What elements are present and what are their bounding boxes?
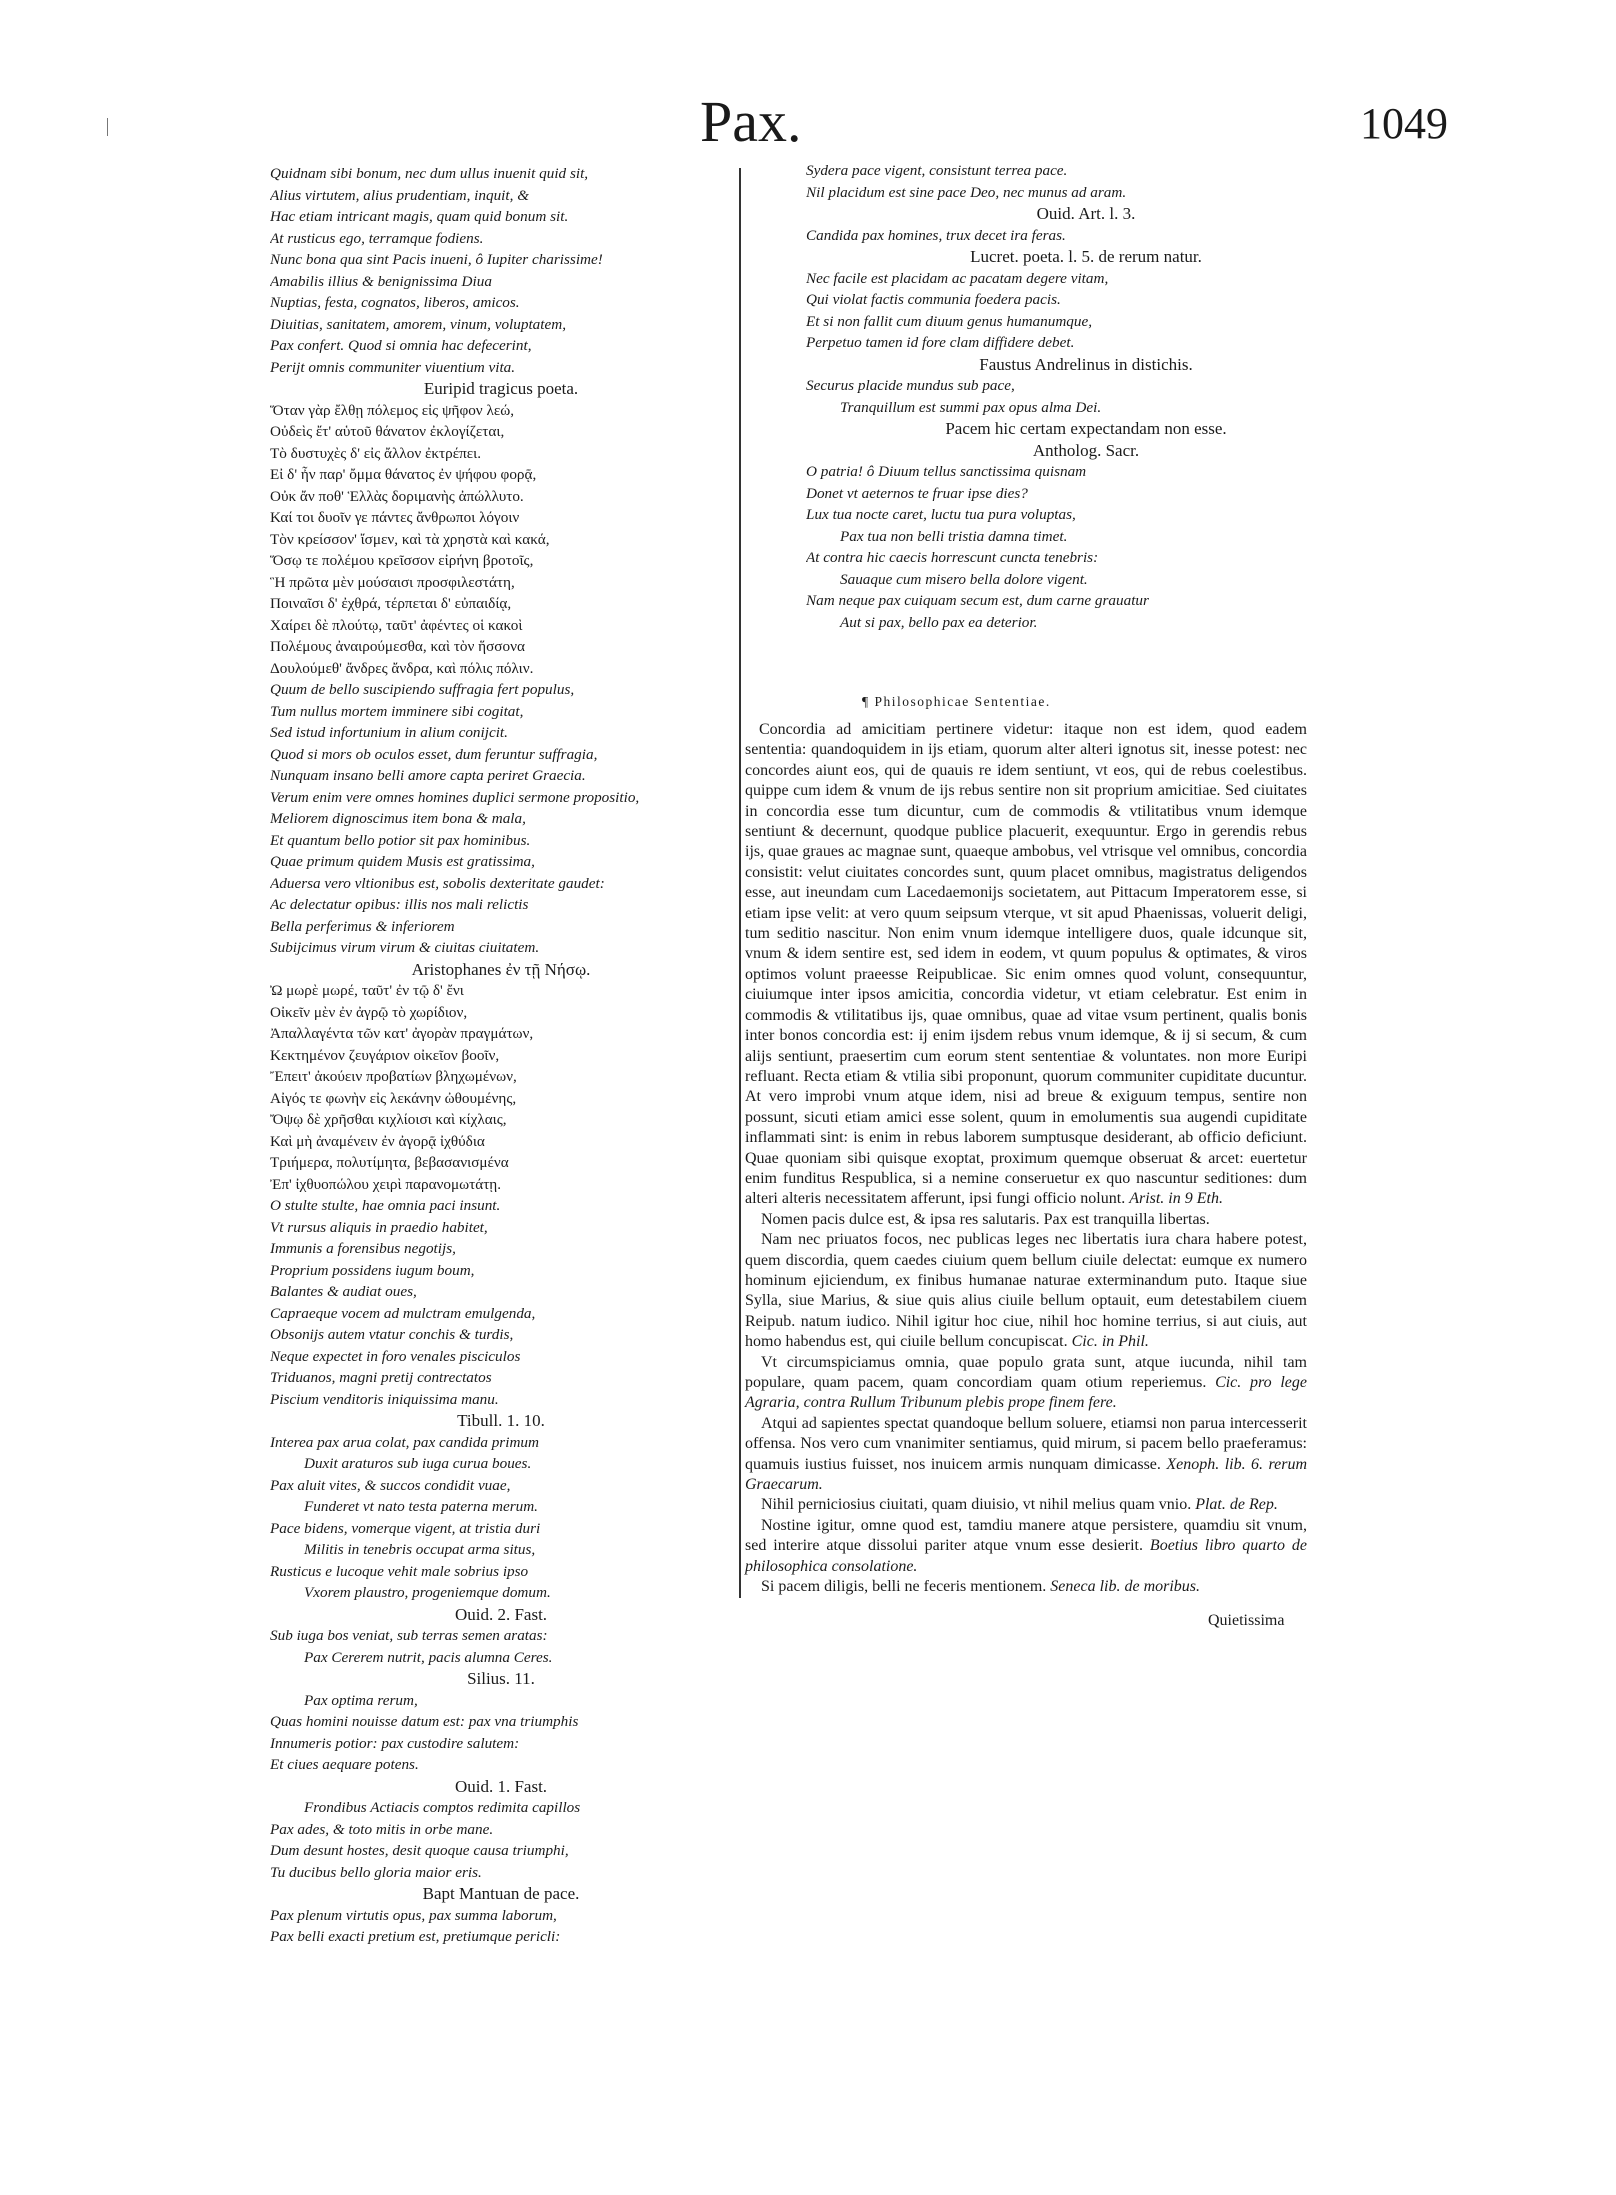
verse-line: Duxit araturos sub iuga curua boues.	[304, 1455, 532, 1472]
page-number: 1049	[1360, 99, 1448, 148]
greek-verse-line: Εἰ δ' ἦν παρ' ὄμμα θάνατος ἐν ψήφου φορᾷ,	[270, 466, 537, 483]
right-column-prose	[745, 720, 1307, 1597]
verse-line: Dum desunt hostes, desit quoque causa triumphi,	[270, 1842, 569, 1859]
verse-line: Tranquillum est summi pax opus alma Dei.	[840, 398, 1102, 416]
verse-line: Pax Cererem nutrit, pacis alumna Ceres.	[304, 1648, 553, 1666]
greek-verse-line: Κεκτημένον ζευγάριον οἰκεῖον βοοῖν,	[270, 1046, 500, 1064]
verse-line: Bella perferimus & inferiorem	[270, 917, 455, 935]
verse-line: Tum nullus mortem imminere sibi cogitat,	[270, 702, 524, 720]
prose-paragraph	[745, 1414, 1307, 1496]
verse-line: Perijt omnis communiter viuentium vita.	[270, 358, 516, 376]
verse-line: Pax optima rerum,	[304, 1691, 418, 1709]
prose-paragraph	[745, 1353, 1307, 1414]
verse-line: Obsonijs autem vtatur conchis & turdis,	[270, 1326, 514, 1343]
greek-verse-line: Ὄψῳ δὲ χρῆσθαι κιχλίοισι καὶ κίχλαις,	[270, 1111, 507, 1128]
verse-line: Pax confert. Quod si omnia hac defecerint,	[270, 337, 532, 354]
author-heading: Ouid. 2. Fast.	[454, 1604, 548, 1624]
greek-verse-line: Οὐδεὶς ἔτ' αὑτοῦ θάνατον ἐκλογίζεται,	[270, 423, 505, 440]
verse-line: Nam neque pax cuiquam secum est, dum carne grauatur	[806, 592, 1149, 609]
citation: Arist. in 9 Eth.	[1129, 1190, 1223, 1208]
author-heading: Euripid tragicus poeta.	[423, 379, 579, 398]
verse-line: O patria! ô Diuum tellus sanctissima quisnam	[806, 463, 1087, 480]
author-heading: Ouid. 1. Fast.	[454, 1776, 548, 1796]
prose-paragraph	[745, 1495, 1307, 1515]
greek-verse-line: Ὅταν γὰρ ἔλθῃ πόλεμος εἰς ψῆφον λεώ,	[270, 401, 515, 419]
verse-line: Diuitias, sanitatem, amorem, vinum, voluptatem,	[270, 315, 566, 333]
right-column-verse	[806, 160, 1366, 633]
verse-line: Qui violat factis communia foedera pacis.	[806, 291, 1061, 308]
verse-line: Proprium possidens iugum boum,	[270, 1261, 475, 1279]
citation: Plat. de Rep.	[1195, 1496, 1278, 1514]
verse-line: Triduanos, magni pretij contrectatos	[270, 1369, 492, 1386]
greek-verse-line: Ὠ μωρὲ μωρέ, ταῦτ' ἐν τῷ δ' ἔνι	[270, 982, 464, 999]
verse-line: At rusticus ego, terramque fodiens.	[270, 229, 484, 247]
author-heading: Tibull. 1. 10.	[457, 1411, 545, 1430]
paragraph-text: Nam nec priuatos focos, nec publicas leges nec libertatis iura chara habere potest, quem discordia, quem caedes ciuium quem bellum ciuile delectat: eumque ex numero hominum ejiciendum, ex finibus humanae naturae exterminandum puto. Itaque siue Sylla, siue Marius, & siue quis alius ciuile bellum optauit, eum detestabilem ciuem Reipub. natum iudico. Nihil igitur hoc ciue, nihil hoc homine terrius, si aut ciuis, aut homo habendus est, qui ciuile bellum concupiscat.	[745, 1231, 1307, 1351]
verse-line: Sydera pace vigent, consistunt terrea pace.	[806, 162, 1068, 179]
verse-line: Quum de bello suscipiendo suffragia fert populus,	[270, 681, 575, 698]
verse-line: Pax plenum virtutis opus, pax summa laborum,	[270, 1906, 557, 1924]
verse-line: Pax tua non belli tristia damna timet.	[840, 527, 1068, 545]
author-heading: Bapt Mantuan de pace.	[422, 1884, 580, 1903]
greek-verse-line: Ποιναῖσι δ' ἐχθρά, τέρπεται δ' εὐπαιδίᾳ,	[270, 595, 512, 612]
greek-verse-line: Ἐπ' ἰχθυοπώλου χειρὶ παρανομωτάτῃ.	[270, 1175, 502, 1193]
verse-line: Quae primum quidem Musis est gratissima,	[270, 853, 535, 870]
verse-line: Pace bidens, vomerque vigent, at tristia duri	[270, 1519, 541, 1537]
verse-line: Donet vt aeternos te fruar ipse dies?	[806, 484, 1028, 502]
verse-line: Nil placidum est sine pace Deo, nec munus ad aram.	[806, 183, 1127, 201]
verse-line: Funderet vt nato testa paterna merum.	[304, 1498, 538, 1515]
paragraph-text: Si pacem diligis, belli ne feceris mentionem.	[761, 1578, 1047, 1596]
greek-verse-line: Τὸ δυστυχὲς δ' εἰς ἄλλον ἐκτρέπει.	[270, 444, 482, 462]
author-heading: Lucret. poeta. l. 5. de rerum natur.	[970, 247, 1202, 266]
paragraph-text: Concordia ad amicitiam pertinere videtur: itaque non est idem, quod eadem sententia: quandoquidem in ijs etiam, quorum alter alteri ignotus sit, inesse potest: nec concordes aiunt eos, qui de quauis re idem sentiunt, vt eos, qui de rebus coelestibus. quippe cum idem & vnum de ijs rebus sentire non sit proprium amicitiae. Sed ciuitates in concordia esse tum dicuntur, cum de commodis & vtilitatibus vnum idemque sentiunt & decernunt, quodque publice placuerit, exequuntur. Ergo in gerendis rebus ijs, quae graues ac magnae sunt, quaeque ambobus, vel vtrisque vel omnibus, concordia consistit: velut ciuitates concordes sunt, quum placet omnibus, magistratus deligendos esse, aut ineundam cum Lacedaemonijs societatem, aut Pittacum Imperatorem esse, si etiam ipse velit: at vero quum seipsum vterque, vt sit apud Phaenissas, voluerit deligi, tum seditio nascitur. Non enim vnum idemque intelligere duos, quale idcunque sit, vnum & idem sentire est, sed idem in eodem, vt quum populus & optimates, & viros optimos volunt praeesse Reipublicae. Sic enim omnes quod volunt, consequuntur, ciuiumque inter ipsos amicitia, concordia videtur, vt etiam celebratur. Est enim in commodis & vtilitatibus ijs, quae omnibus, quae ad vitae vsum pertinent, qualis bonis inter bonos concordia est: ij enim ijsdem rebus vnum idemque, & ij si secum, & cum alijs sentiunt, praesertim cum eorum stent sententiae & voluntates. non more Euripi refluant. Recta etiam & vtilia sibi proponunt, quorum communiter cupiditate ducuntur. At vero improbi vnum atque idem, nisi ad breue & exiguum tempus, sentire non possunt, sicuti etiam amici esse solent, quum in emolumentis sua augendi cupiditate inflammati sint: is enim in rebus laborem sumptusque desiderant, ab officio deficiunt. Quae quoniam sibi quisque exoptat, proximum quemque obseruat & arcet: euertetur enim funditus Respublica, si a nemine conseruetur ex quo nascuntur seditiones: dum alteri alteris necessitatem afferunt, ipsi fungi officio nolunt.	[745, 721, 1307, 1208]
verse-line: Sauaque cum misero bella dolore vigent.	[840, 570, 1088, 588]
greek-verse-line: Χαίρει δὲ πλούτῳ, ταῦτ' ἀφέντες οἱ κακοὶ	[270, 616, 523, 634]
left-column	[270, 163, 732, 1948]
verse-line: Interea pax arua colat, pax candida primum	[270, 1433, 539, 1451]
greek-verse-line: Ὅσῳ τε πολέμου κρεῖσσον εἰρήνη βροτοῖς,	[270, 552, 534, 569]
verse-line: Militis in tenebris occupat arma situs,	[304, 1541, 536, 1558]
citation: Cic. in Phil.	[1071, 1333, 1149, 1351]
prose-paragraph	[745, 1516, 1307, 1577]
paragraph-text: Vt circumspiciamus omnia, quae populo grata sunt, atque iucunda, nihil tam populare, quam pacem, quam concordiam quam otium reperiemus.	[745, 1353, 1307, 1391]
verse-line: Securus placide mundus sub pace,	[806, 377, 1015, 394]
author-heading: Faustus Andrelinus in distichis.	[979, 354, 1193, 374]
author-heading: Pacem hic certam expectandam non esse.	[945, 419, 1227, 438]
citation: Seneca lib. de moribus.	[1050, 1578, 1201, 1596]
catchword: Quietissima	[1208, 1612, 1285, 1629]
greek-verse-line: Πολέμους ἀναιρούμεσθα, καὶ τὸν ἥσσονα	[270, 638, 525, 655]
verse-line: Neque expectet in foro venales pisciculos	[270, 1347, 521, 1365]
verse-line: Et quantum bello potior sit pax hominibus.	[270, 831, 531, 849]
column-rule	[739, 168, 741, 1598]
paragraph-text: Nihil perniciosius ciuitati, quam diuisio, vt nihil melius quam vnio.	[761, 1496, 1192, 1514]
verse-line: Quidnam sibi bonum, nec dum ullus inuenit quid sit,	[270, 165, 589, 182]
verse-line: Hac etiam intricant magis, quam quid bonum sit.	[270, 208, 569, 225]
author-heading: Antholog. Sacr.	[1032, 440, 1140, 460]
verse-line: Quas homini nouisse datum est: pax vna triumphis	[270, 1713, 579, 1730]
prose-paragraph	[745, 720, 1307, 1210]
prose-paragraph	[745, 1210, 1307, 1230]
prose-paragraph	[745, 1230, 1307, 1352]
verse-line: Vt rursus aliquis in praedio habitet,	[270, 1218, 488, 1236]
verse-line: Vxorem plaustro, progeniemque domum.	[304, 1584, 551, 1601]
margin-mark	[107, 118, 108, 136]
author-heading: Aristophanes ἐν τῇ Νήσῳ.	[411, 959, 591, 979]
verse-line: Amabilis illius & benignissima Diua	[270, 272, 492, 290]
verse-line: Pax aluit vites, & succos condidit vuae,	[270, 1476, 511, 1494]
verse-line: Aut si pax, bello pax ea deterior.	[840, 613, 1038, 631]
paragraph-text: Atqui ad sapientes spectat quandoque bellum soluere, etiamsi non parua intercesserit offensa. Nos vero cum vnanimiter sentiamus, quid mirum, si pacem bello praeferamus: quamuis iustius fuisset, nos inuicem armis nunquam dimicasse.	[745, 1414, 1307, 1473]
paragraph-text: Nostine igitur, omne quod est, tamdiu manere atque persistere, quamdiu sit vnum, sed interire atque dissolui pariter atque vnum esse desierit.	[745, 1516, 1307, 1555]
author-heading: Silius. 11.	[467, 1669, 535, 1688]
citation: Boetius libro quarto de philosophica consolatione.	[745, 1537, 1307, 1575]
greek-verse-line: Δουλούμεθ' ἄνδρες ἄνδρα, καὶ πόλις πόλιν.	[270, 659, 534, 677]
verse-line: At contra hic caecis horrescunt cuncta tenebris:	[806, 549, 1099, 566]
greek-verse-line: Ἀπαλλαγέντα τῶν κατ' ἀγορὰν πραγμάτων,	[270, 1025, 534, 1042]
verse-line: Innumeris potior: pax custodire salutem:	[270, 1734, 520, 1752]
verse-line: Piscium venditoris iniquissima manu.	[270, 1390, 499, 1408]
verse-line: Perpetuo tamen id fore clam diffidere debet.	[806, 334, 1075, 351]
verse-line: Immunis a forensibus negotijs,	[270, 1240, 456, 1257]
greek-verse-line: Αἰγός τε φωνὴν εἰς λεκάνην ὠθουμένης,	[270, 1089, 517, 1107]
greek-verse-line: Καὶ μὴ ἀναμένειν ἐν ἀγορᾷ ἰχθύδια	[270, 1132, 485, 1150]
greek-verse-line: Ἣ πρῶτα μὲν μούσαισι προσφιλεστάτη,	[270, 573, 515, 591]
verse-line: Lux tua nocte caret, luctu tua pura voluptas,	[806, 506, 1076, 523]
verse-line: Alius virtutem, alius prudentiam, inquit, &	[270, 186, 530, 204]
greek-verse-line: Καί τοι δυοῖν γε πάντες ἄνθρωποι λόγοιν	[270, 509, 520, 526]
verse-line: Sed istud infortunium in alium conijcit.	[270, 724, 508, 741]
verse-line: Sub iuga bos veniat, sub terras semen aratas:	[270, 1627, 548, 1644]
author-heading: Ouid. Art. l. 3.	[1036, 204, 1136, 223]
greek-verse-line: Οὐκ ἄν ποθ' Ἑλλὰς δοριμανὴς ἀπώλλυτο.	[270, 487, 524, 505]
citation: Xenoph. lib. 6. rerum Graecarum.	[745, 1455, 1307, 1494]
verse-line: Ac delectatur opibus: illis nos mali relictis	[270, 896, 529, 913]
verse-line: Frondibus Actiacis comptos redimita capillos	[304, 1799, 581, 1816]
citation: Cic. pro lege Agraria, contra Rullum Tribunum plebis prope finem fere.	[745, 1374, 1307, 1412]
verse-line: Pax belli exacti pretium est, pretiumque pericli:	[270, 1928, 561, 1945]
verse-line: Balantes & audiat oues,	[270, 1283, 417, 1300]
verse-line: Candida pax homines, trux decet ira feras.	[806, 226, 1066, 244]
verse-line: Aduersa vero vltionibus est, sobolis dexteritate gaudet:	[270, 874, 605, 892]
verse-line: Quod si mors ob oculos esset, dum feruntur suffragia,	[270, 745, 598, 763]
verse-line: Subijcimus virum virum & ciuitas ciuitatem.	[270, 939, 540, 956]
greek-verse-line: Τὸν κρείσσον' ἴσμεν, καὶ τὰ χρηστὰ καὶ κακά,	[270, 530, 550, 548]
verse-line: Pax ades, & toto mitis in orbe mane.	[270, 1820, 494, 1838]
verse-line: Et si non fallit cum diuum genus humanumque,	[806, 312, 1093, 330]
verse-line: Tu ducibus bello gloria maior eris.	[270, 1863, 482, 1881]
verse-line: Meliorem dignoscimus item bona & mala,	[270, 810, 526, 827]
verse-line: Nuptias, festa, cognatos, liberos, amicos.	[270, 294, 520, 311]
page-title: Pax.	[700, 89, 802, 154]
section-heading: ¶ Philosophicae Sententiae.	[862, 694, 1051, 709]
verse-line: Verum enim vere omnes homines duplici sermone propositio,	[270, 788, 640, 806]
prose-paragraph	[745, 1577, 1307, 1597]
greek-verse-line: Ἔπειτ' ἀκούειν προβατίων βληχωμένων,	[270, 1068, 517, 1085]
verse-line: Et ciues aequare potens.	[270, 1756, 419, 1773]
paragraph-text: Nomen pacis dulce est, & ipsa res salutaris. Pax est tranquilla libertas.	[761, 1210, 1210, 1228]
verse-line: O stulte stulte, hae omnia paci insunt.	[270, 1197, 501, 1214]
verse-line: Capraeque vocem ad mulctram emulgenda,	[270, 1304, 536, 1322]
verse-line: Nec facile est placidam ac pacatam degere vitam,	[806, 269, 1109, 287]
greek-verse-line: Οἰκεῖν μὲν ἐν ἀγρῷ τὸ χωρίδιον,	[270, 1003, 468, 1021]
verse-line: Nunc bona qua sint Pacis inueni, ô Iupiter charissime!	[270, 251, 603, 268]
greek-verse-line: Τριήμερα, πολυτίμητα, βεβασανισμένα	[270, 1154, 509, 1171]
verse-line: Rusticus e lucoque vehit male sobrius ipso	[270, 1562, 529, 1580]
verse-line: Nunquam insano belli amore capta periret Graecia.	[270, 767, 586, 784]
